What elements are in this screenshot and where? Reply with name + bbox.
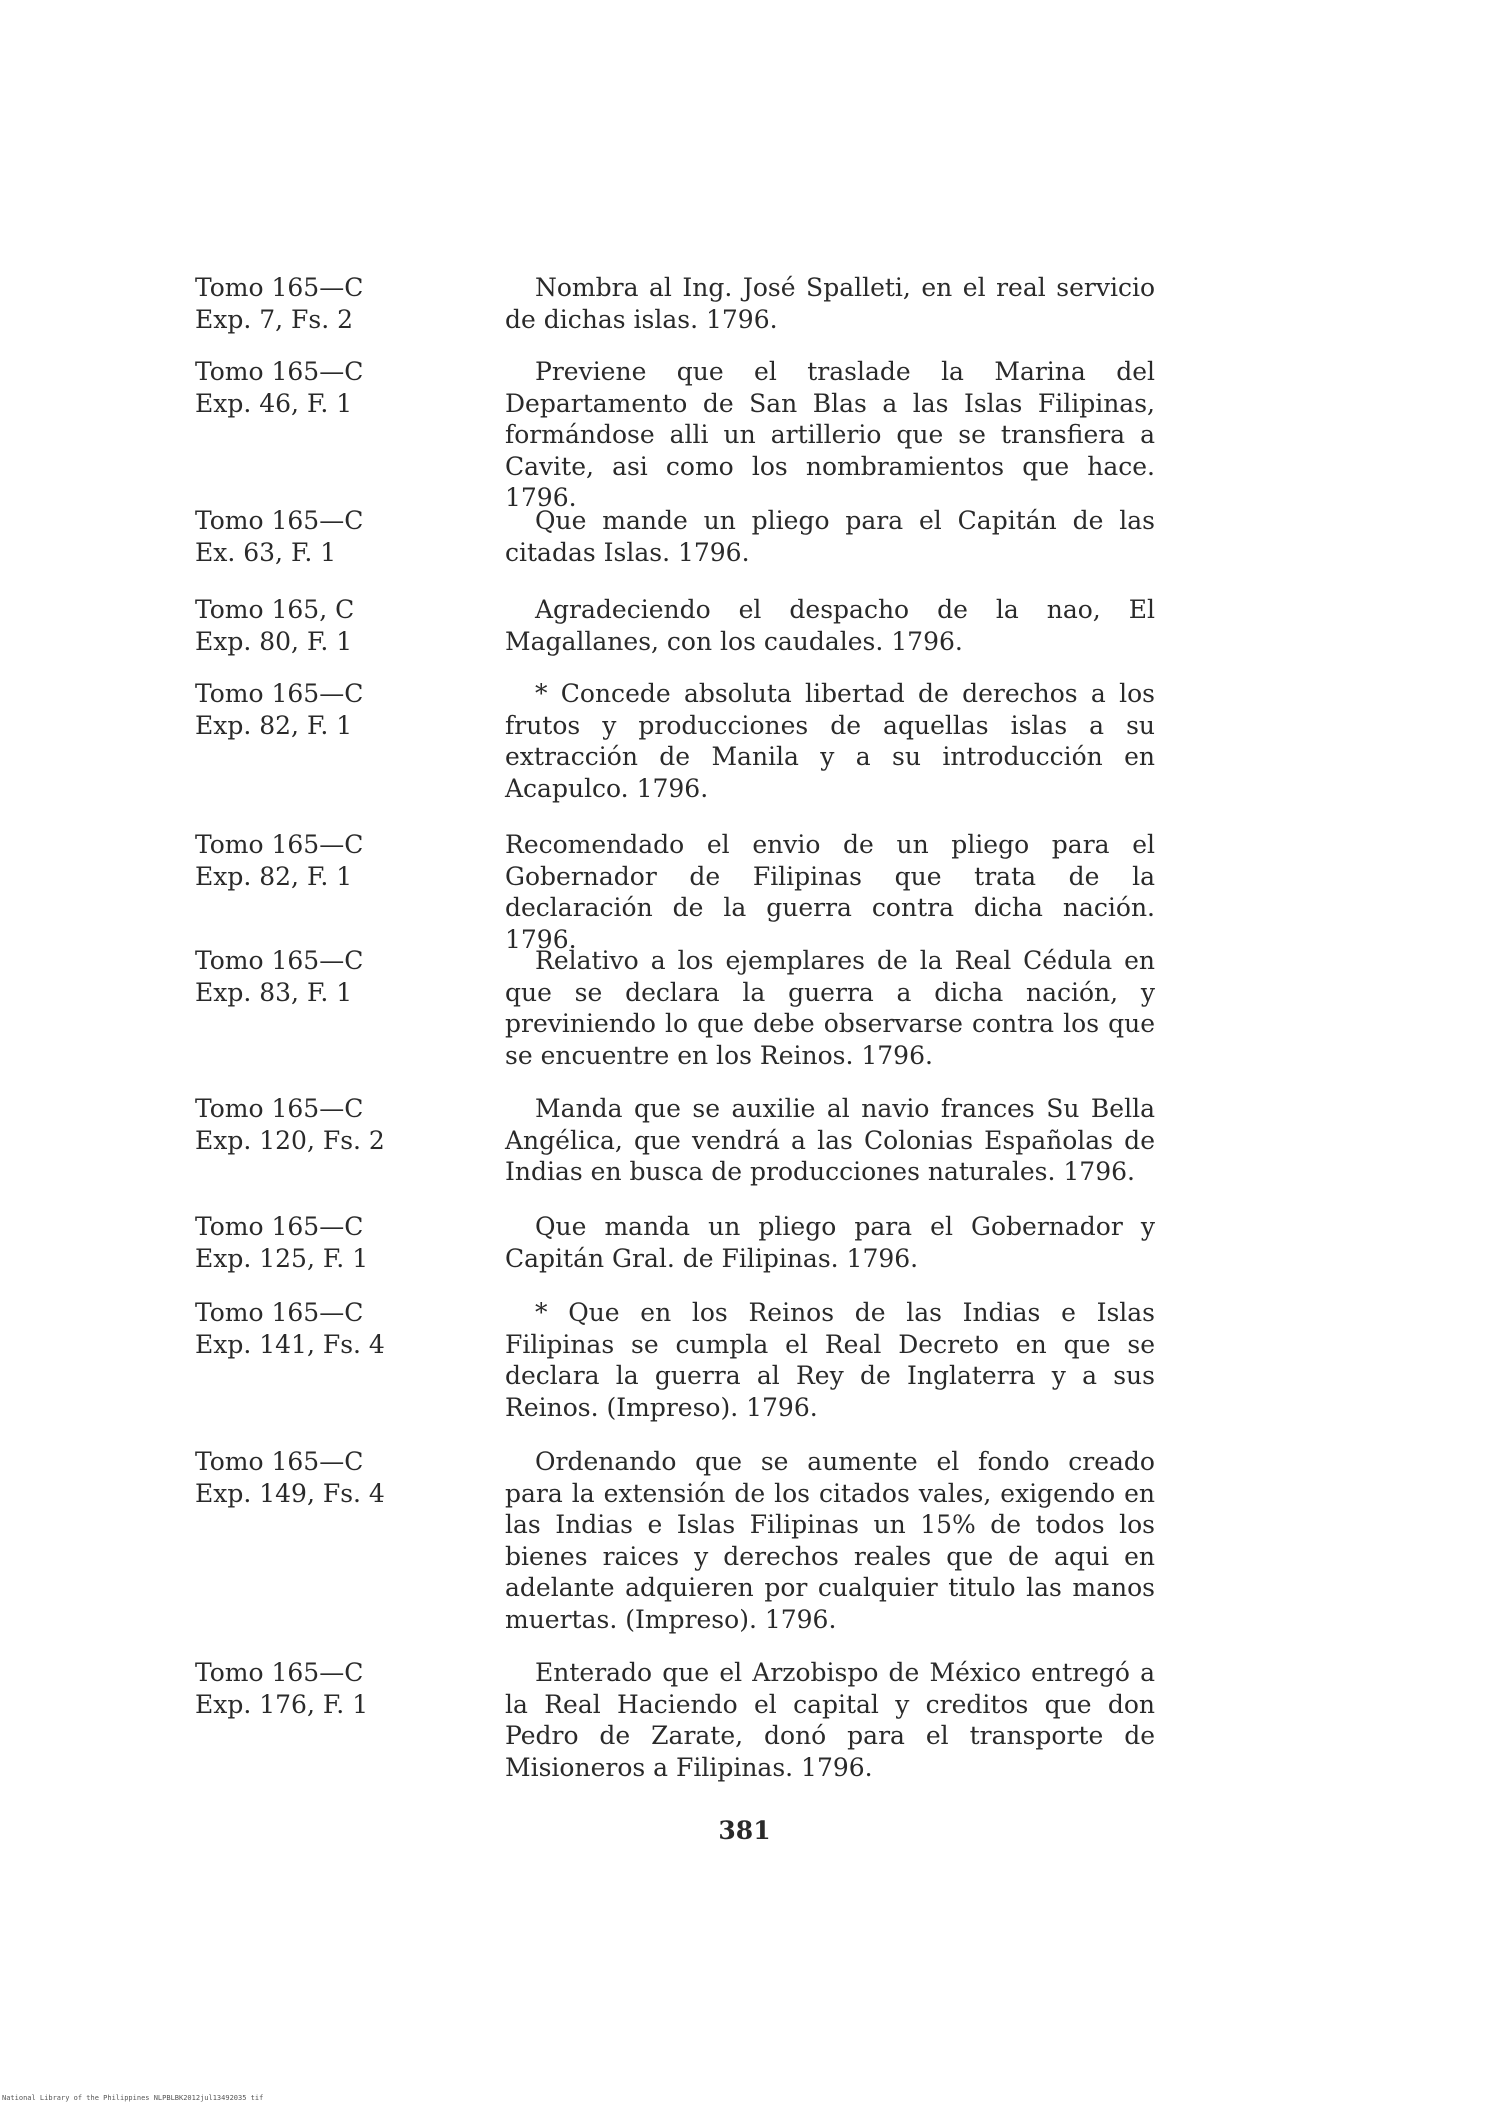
entry-description: * Que en los Reinos de las Indias e Islas Filipinas se cumpla el Real Decreto en que se declara la guerra al Rey de Inglaterra y a sus Reinos. (Impreso). 1796. [505, 1298, 1155, 1422]
entry-reference: Tomo 165—C Exp. 7, Fs. 2 [195, 273, 364, 334]
entry-reference: Tomo 165—C Exp. 83, F. 1 [195, 946, 364, 1007]
entry-description: Agradeciendo el despacho de la nao, El Magallanes, con los caudales. 1796. [505, 595, 1155, 656]
scan-footer: National Library of the Philippines NLPBLBK2012jul13492035 tif [2, 2094, 264, 2102]
entry-description: Nombra al Ing. José Spalleti, en el real servicio de dichas islas. 1796. [505, 273, 1155, 334]
entry-description: Relativo a los ejemplares de la Real Cédula en que se declara la guerra a dicha nación, y previniendo lo que debe observarse contra los que se encuentre en los Reinos. 1796. [505, 946, 1155, 1070]
entry-description: Enterado que el Arzobispo de México entregó a la Real Haciendo el capital y creditos que don Pedro de Zarate, donó para el transporte de Misioneros a Filipinas. 1796. [505, 1658, 1155, 1782]
entry-description: * Concede absoluta libertad de derechos a los frutos y producciones de aquellas islas a su extracción de Manila y a su introducción en Acapulco. 1796. [505, 679, 1155, 803]
entry-description: Previene que el traslade la Marina del Departamento de San Blas a las Islas Filipinas, formándose alli un artillerio que se transfiera a Cavite, asi como los nombramientos que hace. 1796. [505, 357, 1155, 512]
entry-description: Que manda un pliego para el Gobernador y Capitán Gral. de Filipinas. 1796. [505, 1212, 1155, 1273]
entry-reference: Tomo 165—C Exp. 82, F. 1 [195, 679, 364, 740]
entry-description: Manda que se auxilie al navio frances Su Bella Angélica, que vendrá a las Colonias Españolas de Indias en busca de producciones naturales. 1796. [505, 1094, 1155, 1186]
entry-reference: Tomo 165—C Exp. 149, Fs. 4 [195, 1447, 385, 1508]
entry-reference: Tomo 165—C Exp. 120, Fs. 2 [195, 1094, 385, 1155]
entry-reference: Tomo 165—C Exp. 125, F. 1 [195, 1212, 369, 1273]
entry-description: Que mande un pliego para el Capitán de las citadas Islas. 1796. [505, 506, 1155, 567]
entry-reference: Tomo 165—C Exp. 176, F. 1 [195, 1658, 369, 1719]
entry-reference: Tomo 165—C Exp. 46, F. 1 [195, 357, 364, 418]
page-number: 381 [718, 1816, 771, 1845]
entry-description: Recomendado el envio de un pliego para el Gobernador de Filipinas que trata de la declaración de la guerra contra dicha nación. 1796. [505, 830, 1155, 954]
entry-description: Ordenando que se aumente el fondo creado para la extensión de los citados vales, exigendo en las Indias e Islas Filipinas un 15% de todos los bienes raices y derechos reales que de aqui en adelante adquieren por cualquier titulo las manos muertas. (Impreso). 1796. [505, 1447, 1155, 1634]
entry-reference: Tomo 165—C Exp. 141, Fs. 4 [195, 1298, 385, 1359]
entry-reference: Tomo 165—C Ex. 63, F. 1 [195, 506, 364, 567]
entry-reference: Tomo 165—C Exp. 82, F. 1 [195, 830, 364, 891]
entry-reference: Tomo 165, C Exp. 80, F. 1 [195, 595, 355, 656]
